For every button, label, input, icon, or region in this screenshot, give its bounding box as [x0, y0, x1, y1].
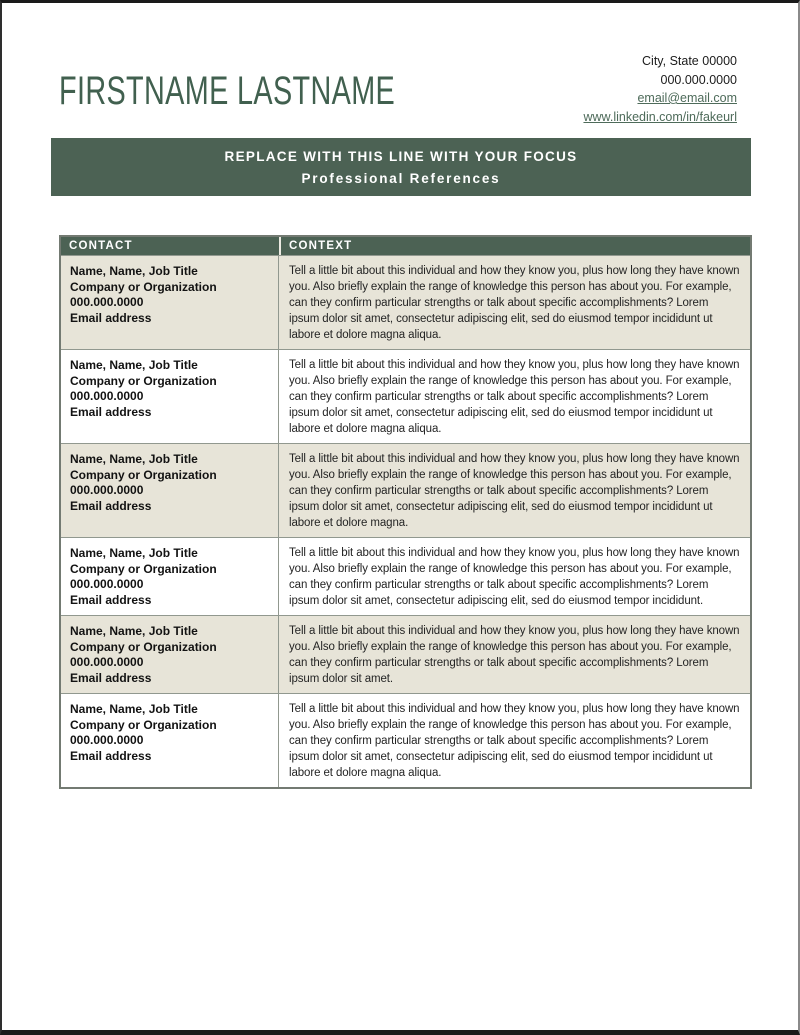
- table-row: [61, 615, 750, 693]
- reference-context-cell: Tell a little bit about this individual and how they know you, plus how long they have known you. Also briefly explain the range of knowledge this person has about you. For example, can they confirm particular strengths or talk about specific accomplishments? Lorem ipsum dolor sit amet, consectetur adipiscing elit, sed do eiusmod tempor incididunt ut labore et dolore magna aliqua.: [279, 349, 750, 443]
- reference-phone: 000.000.0000: [70, 389, 144, 403]
- reference-contact-cell: [61, 693, 279, 787]
- reference-contact-cell: [61, 615, 279, 693]
- contact-block: [583, 52, 737, 126]
- reference-company: Company or Organization: [70, 279, 217, 294]
- reference-contact-cell: [61, 349, 279, 443]
- table-row: [61, 537, 750, 615]
- reference-context-cell: Tell a little bit about this individual and how they know you, plus how long they have known you. Also briefly explain the range of knowledge this person has about you. For example, can they confirm particular strengths or talk about specific accomplishments? Lorem ipsum dolor sit amet, consectetur adipiscing elit, sed do eiusmod tempor incididunt ut labore et dolore magna aliqua.: [279, 255, 750, 349]
- reference-phone: 000.000.0000: [70, 733, 144, 747]
- reference-email: Email address: [70, 748, 152, 763]
- table-row: [61, 255, 750, 349]
- reference-phone: 000.000.0000: [70, 295, 144, 309]
- column-header-context: CONTEXT: [279, 237, 750, 255]
- contact-phone: 000.000.0000: [660, 72, 737, 87]
- table-row: [61, 443, 750, 537]
- reference-company: Company or Organization: [70, 639, 217, 654]
- reference-phone: 000.000.0000: [70, 483, 144, 497]
- page-title: FIRSTNAME LASTNAME: [59, 69, 396, 113]
- contact-linkedin-link[interactable]: www.linkedin.com/in/fakeurl: [583, 109, 737, 124]
- reference-name: Name, Name, Job Title: [70, 624, 198, 638]
- column-header-contact: CONTACT: [61, 237, 279, 255]
- reference-name: Name, Name, Job Title: [70, 546, 198, 560]
- reference-email: Email address: [70, 592, 152, 607]
- reference-contact-cell: [61, 537, 279, 615]
- reference-phone: 000.000.0000: [70, 577, 144, 591]
- reference-context-cell: Tell a little bit about this individual and how they know you, plus how long they have known you. Also briefly explain the range of knowledge this person has about you. For example, can they confirm particular strengths or talk about specific accomplishments? Lorem ipsum dolor sit amet, consectetur adipiscing elit, sed do eiusmod tempor incididunt.: [279, 537, 750, 615]
- table-row: [61, 693, 750, 787]
- reference-name: Name, Name, Job Title: [70, 702, 198, 716]
- table-row: [61, 349, 750, 443]
- banner-title: Professional References: [301, 171, 501, 186]
- reference-contact-cell: [61, 443, 279, 537]
- reference-contact-cell: [61, 255, 279, 349]
- reference-company: Company or Organization: [70, 561, 217, 576]
- reference-company: Company or Organization: [70, 717, 217, 732]
- reference-context-cell: Tell a little bit about this individual and how they know you, plus how long they have known you. Also briefly explain the range of knowledge this person has about you. For example, can they confirm particular strengths or talk about specific accomplishments? Lorem ipsum dolor sit amet, consectetur adipiscing elit, sed do eiusmod tempor incididunt ut labore et dolore magna.: [279, 443, 750, 537]
- contact-email-link[interactable]: email@email.com: [637, 91, 737, 105]
- reference-context-cell: Tell a little bit about this individual and how they know you, plus how long they have known you. Also briefly explain the range of knowledge this person has about you. For example, can they confirm particular strengths or talk about specific accomplishments? Lorem ipsum dolor sit amet, consectetur adipiscing elit, sed do eiusmod tempor incididunt ut labore et dolore magna aliqua.: [279, 693, 750, 787]
- reference-name: Name, Name, Job Title: [70, 452, 198, 466]
- focus-banner: [51, 138, 751, 196]
- reference-email: Email address: [70, 670, 152, 685]
- reference-email: Email address: [70, 310, 152, 325]
- references-table: [59, 235, 752, 789]
- reference-name: Name, Name, Job Title: [70, 358, 198, 372]
- reference-company: Company or Organization: [70, 373, 217, 388]
- reference-company: Company or Organization: [70, 467, 217, 482]
- reference-email: Email address: [70, 498, 152, 513]
- banner-focus-line: REPLACE WITH THIS LINE WITH YOUR FOCUS: [224, 149, 578, 164]
- reference-name: Name, Name, Job Title: [70, 264, 198, 278]
- reference-context-cell: Tell a little bit about this individual and how they know you, plus how long they have known you. Also briefly explain the range of knowledge this person has about you. For example, can they confirm particular strengths or talk about specific accomplishments? Lorem ipsum dolor sit amet.: [279, 615, 750, 693]
- reference-email: Email address: [70, 404, 152, 419]
- reference-phone: 000.000.0000: [70, 655, 144, 669]
- contact-city-state: City, State 00000: [642, 54, 737, 68]
- table-header-row: [61, 237, 750, 255]
